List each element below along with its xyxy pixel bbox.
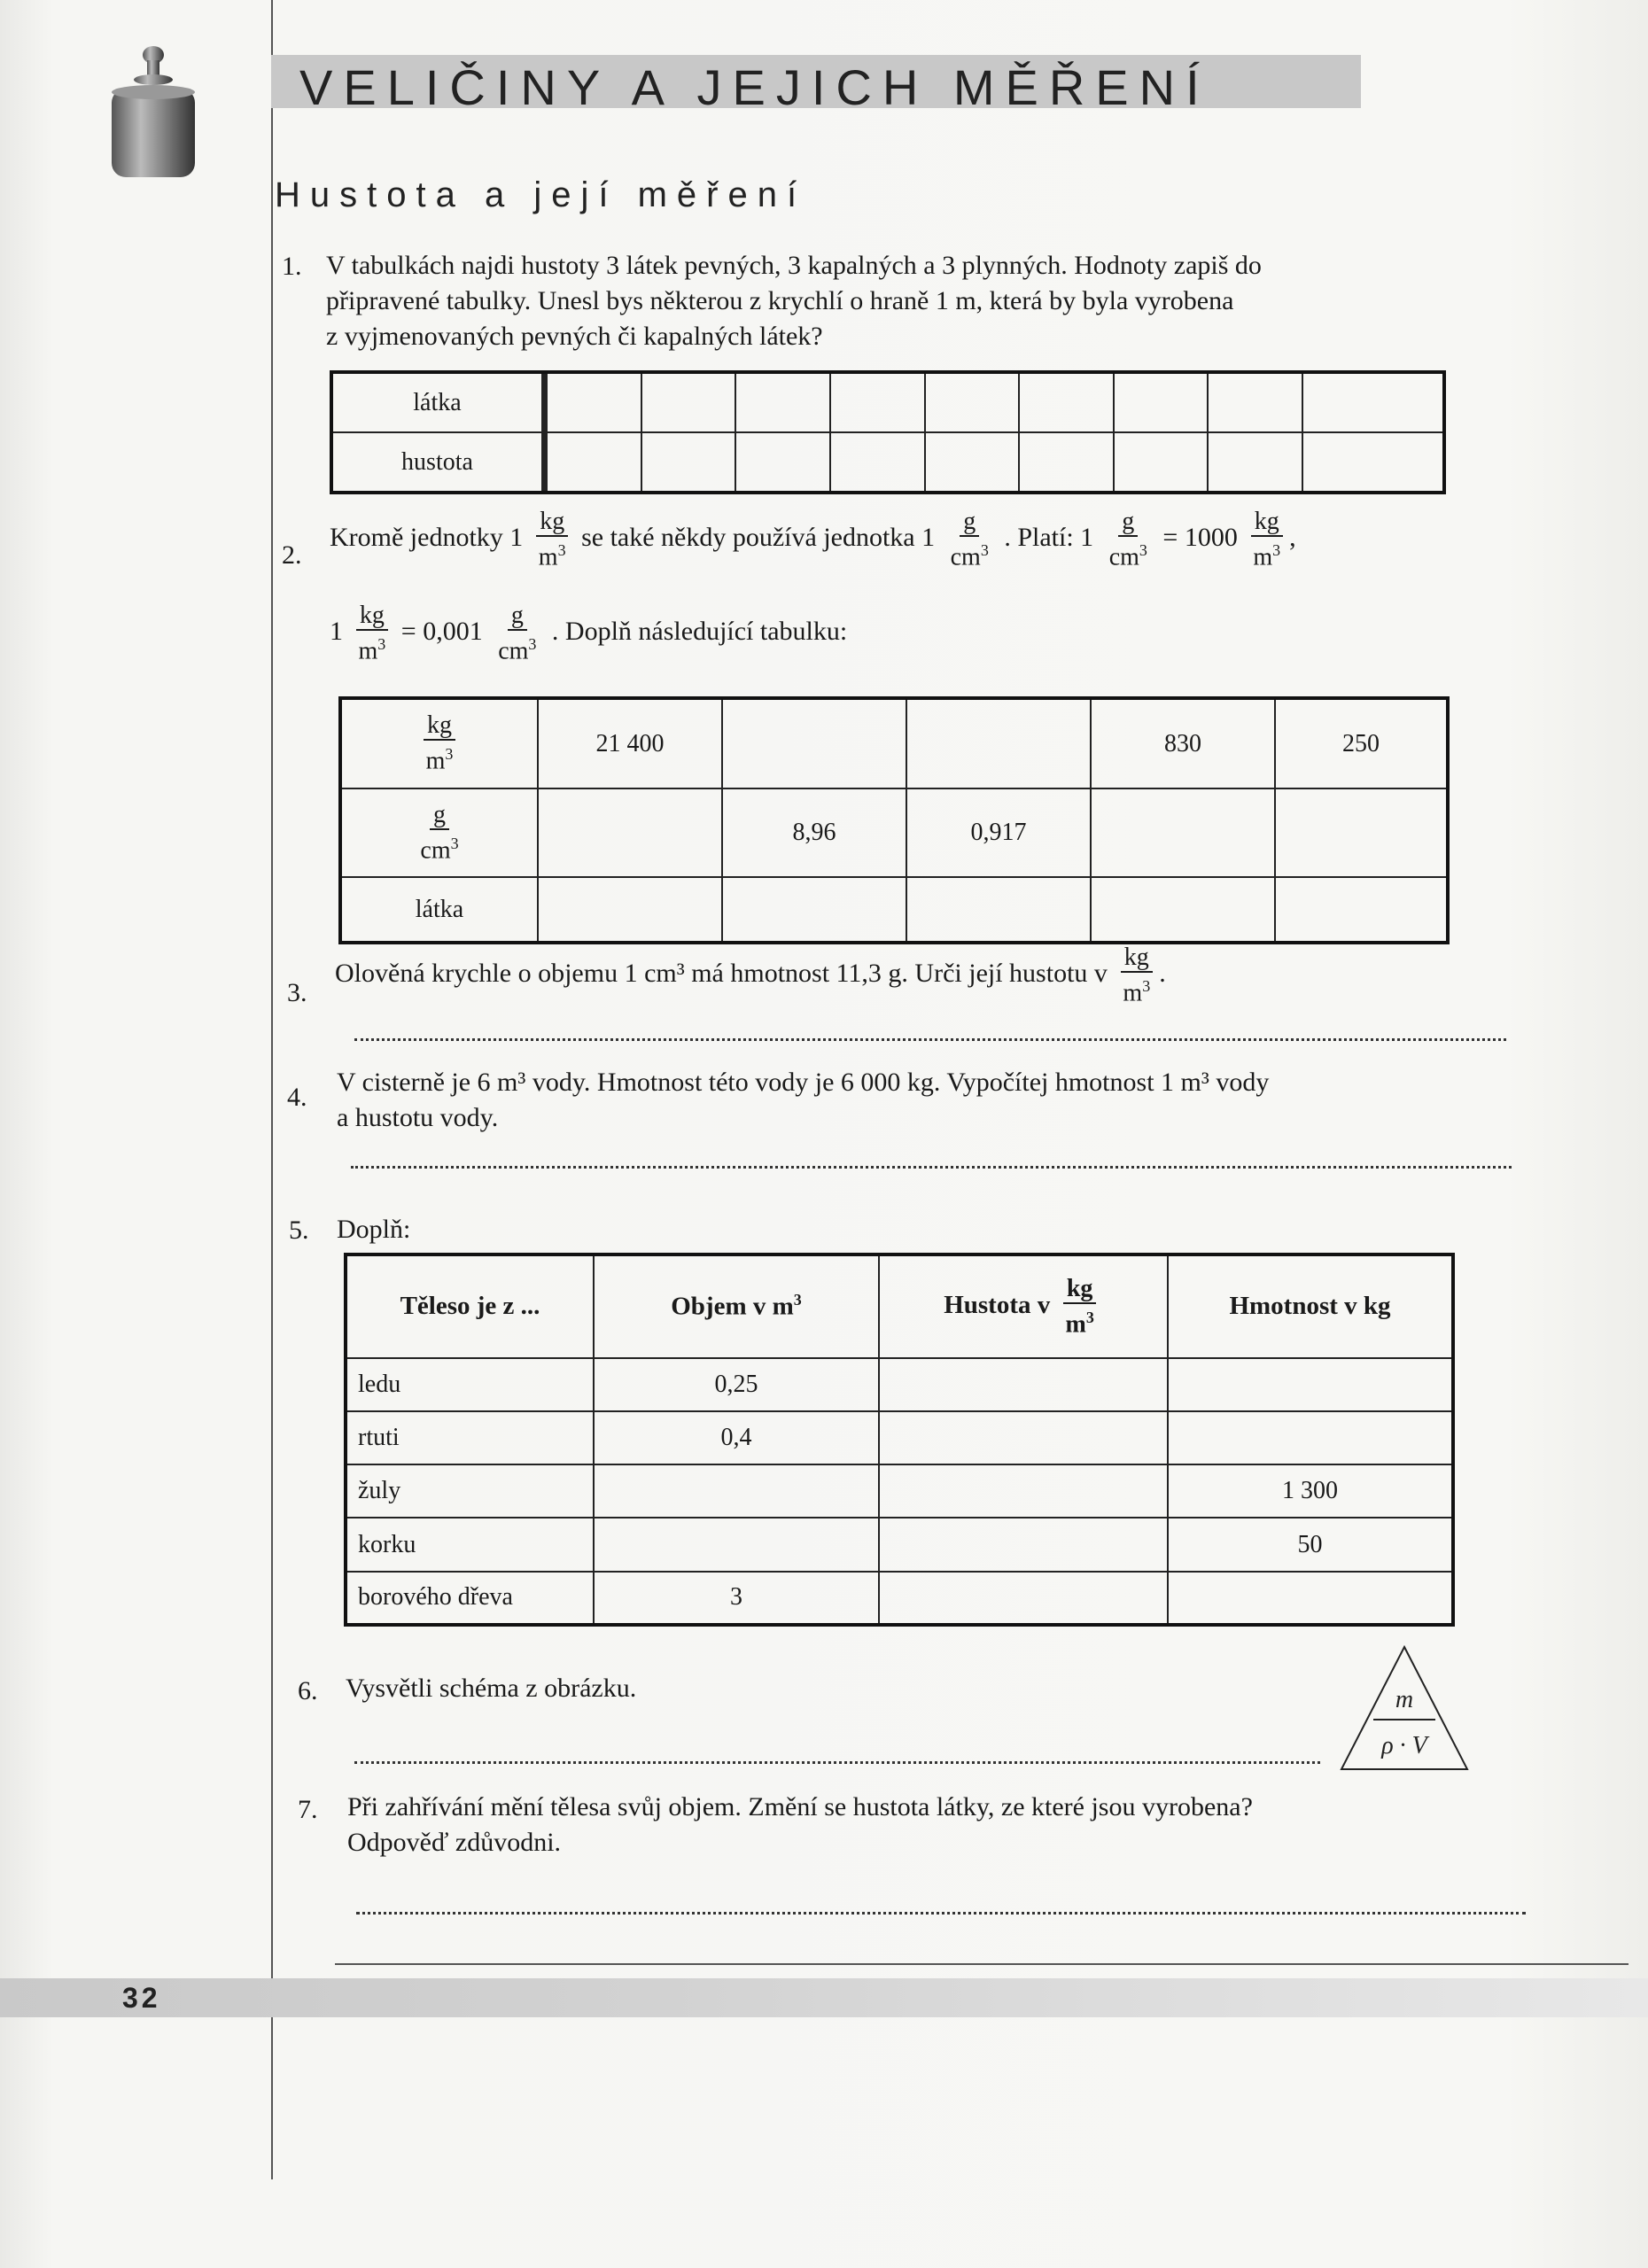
q1-cell[interactable] xyxy=(1019,432,1114,493)
answer-line[interactable] xyxy=(356,1912,1526,1915)
q1-cell[interactable] xyxy=(925,372,1020,432)
unit-kg-per-m3: $\frac{kg}{m^3}$ xyxy=(355,602,390,664)
q7-number: 7. xyxy=(298,1795,318,1824)
unit-kg-per-m3: $\frac{kg}{m^3}$ xyxy=(1119,944,1154,1006)
q1-cell[interactable] xyxy=(641,372,736,432)
q5-cell[interactable] xyxy=(879,1572,1168,1625)
q1-line-2: připravené tabulky. Unesl bys některou z krychlí o hraně 1 m, která by byla vyrobena xyxy=(326,286,1234,315)
q1-cell[interactable] xyxy=(735,372,830,432)
answer-line[interactable] xyxy=(354,1761,1320,1764)
q5-cell[interactable]: 0,4 xyxy=(594,1411,879,1464)
q2-cell[interactable]: 21 400 xyxy=(538,698,722,788)
q5-cell[interactable] xyxy=(879,1464,1168,1518)
q2-cell[interactable] xyxy=(1275,788,1448,877)
q1-text xyxy=(326,248,1262,354)
q2-cell[interactable]: 250 xyxy=(1275,698,1448,788)
q6-text: Vysvětli schéma z obrázku. xyxy=(346,1674,637,1703)
q5-cell[interactable]: 0,25 xyxy=(594,1358,879,1411)
q1-cell[interactable] xyxy=(547,432,641,493)
q5-cell[interactable] xyxy=(879,1358,1168,1411)
unit-g-per-cm3: $\frac{g}{cm^3}$ xyxy=(498,602,537,665)
q1-cell[interactable] xyxy=(735,432,830,493)
q1-cell[interactable] xyxy=(830,432,925,493)
triangle-density-volume-label: ρ · V xyxy=(1381,1732,1427,1759)
q5-cell[interactable] xyxy=(594,1464,879,1518)
q2-row-label-g-cm3: $\frac{g}{cm^3}$ xyxy=(340,788,538,877)
q1-table xyxy=(330,370,1446,494)
answer-line[interactable] xyxy=(351,1166,1512,1169)
weight-icon xyxy=(105,43,202,184)
q1-number: 1. xyxy=(282,252,302,281)
q2-cell[interactable]: 830 xyxy=(1091,698,1275,788)
unit-kg-per-m3: $\frac{kg}{m^3}$ xyxy=(535,509,570,571)
footer-rule xyxy=(335,1963,1629,1965)
q5-header-hustota: Hustota v $\frac{kg}{m^3}$ xyxy=(879,1254,1168,1358)
q2-line-2: 1 $\frac{kg}{m^3}$ = 0,001 $\frac{g}{cm^3}$ . Doplň následující tabulku: xyxy=(330,602,848,665)
q5-cell[interactable]: 50 xyxy=(1168,1518,1453,1571)
q5-cell[interactable] xyxy=(594,1518,879,1571)
q2-cell[interactable] xyxy=(1091,877,1275,943)
q2-line-1: Kromě jednotky 1 $\frac{kg}{m^3}$ se také někdy používá jednotka 1 $\frac{g}{cm^3}$ . Platí: 1 $\frac{g}{cm^3}$ = 1000 $\frac{kg}{m^3}$ , xyxy=(330,508,1296,571)
q2-cell[interactable] xyxy=(538,877,722,943)
unit-g-per-cm3: $\frac{g}{cm^3}$ xyxy=(1108,508,1147,571)
q5-material: korku xyxy=(346,1518,594,1571)
q5-material: borového dřeva xyxy=(346,1572,594,1625)
q1-cell[interactable] xyxy=(925,432,1020,493)
q2-cell[interactable] xyxy=(722,698,906,788)
q2-cell[interactable] xyxy=(906,877,1091,943)
answer-line[interactable] xyxy=(354,1038,1506,1041)
q1-row-label-hustota: hustota xyxy=(331,432,542,493)
q5-cell[interactable] xyxy=(879,1411,1168,1464)
q5-cell[interactable]: 1 300 xyxy=(1168,1464,1453,1518)
q1-cell[interactable] xyxy=(1019,372,1114,432)
q5-cell[interactable]: 3 xyxy=(594,1572,879,1625)
q1-cell[interactable] xyxy=(1302,372,1444,432)
q5-text: Doplň: xyxy=(337,1215,411,1244)
q1-cell[interactable] xyxy=(1208,372,1302,432)
q1-cell[interactable] xyxy=(547,372,641,432)
density-triangle-diagram xyxy=(1338,1643,1471,1776)
q5-number: 5. xyxy=(289,1216,309,1245)
q5-header-teleso: Těleso je z ... xyxy=(346,1254,594,1358)
margin-line xyxy=(271,0,273,2179)
section-subtitle: Hustota a její měření xyxy=(275,175,807,214)
q1-cell[interactable] xyxy=(641,432,736,493)
q7-line-1: Při zahřívání mění tělesa svůj objem. Změní se hustota látky, ze které jsou vyrobena? xyxy=(347,1792,1253,1821)
q5-material: žuly xyxy=(346,1464,594,1518)
q5-cell[interactable] xyxy=(1168,1358,1453,1411)
q3-text: Olověná krychle o objemu 1 cm³ má hmotnost 11,3 g. Urči její hustotu v $\frac{kg}{m^3}$ . xyxy=(335,944,1166,1007)
q2-cell[interactable] xyxy=(906,698,1091,788)
q2-number: 2. xyxy=(282,540,302,570)
q7-text xyxy=(347,1790,1253,1860)
q2-cell[interactable] xyxy=(1091,788,1275,877)
q4-line-2: a hustotu vody. xyxy=(337,1103,499,1132)
q2-cell[interactable]: 0,917 xyxy=(906,788,1091,877)
unit-kg-per-m3: $\frac{kg}{m^3}$ xyxy=(1249,509,1284,571)
q2-cell[interactable] xyxy=(722,877,906,943)
triangle-mass-label: m xyxy=(1395,1686,1414,1713)
q1-cell[interactable] xyxy=(1114,372,1209,432)
q1-cell[interactable] xyxy=(830,372,925,432)
page-number: 32 xyxy=(122,1982,161,2014)
q7-line-2: Odpověď zdůvodni. xyxy=(347,1828,562,1857)
q1-cell[interactable] xyxy=(1208,432,1302,493)
q2-row-label-latka: látka xyxy=(340,877,538,943)
q2-cell[interactable] xyxy=(1275,877,1448,943)
q5-header-objem: Objem v $m^3$ xyxy=(594,1254,879,1358)
q2-table xyxy=(338,696,1450,944)
q5-material: rtuti xyxy=(346,1411,594,1464)
q1-line-1: V tabulkách najdi hustoty 3 látek pevných, 3 kapalných a 3 plynných. Hodnoty zapiš do xyxy=(326,251,1262,280)
q3-number: 3. xyxy=(287,978,307,1007)
q5-material: ledu xyxy=(346,1358,594,1411)
q5-cell[interactable] xyxy=(1168,1572,1453,1625)
q2-cell[interactable] xyxy=(538,788,722,877)
q4-number: 4. xyxy=(287,1083,307,1112)
q5-table xyxy=(344,1253,1455,1627)
q2-row-label-kg-m3: $\frac{kg}{m^3}$ xyxy=(340,698,538,788)
unit-g-per-cm3: $\frac{g}{cm^3}$ xyxy=(950,508,989,571)
q4-text xyxy=(337,1065,1269,1136)
q1-line-3: z vyjmenovaných pevných či kapalných látek? xyxy=(326,322,823,351)
q5-cell[interactable] xyxy=(879,1518,1168,1571)
q5-cell[interactable] xyxy=(1168,1411,1453,1464)
q1-row-label-latka: látka xyxy=(331,372,542,432)
q5-header-hmotnost: Hmotnost v kg xyxy=(1168,1254,1453,1358)
page-title: VELIČINY A JEJICH MĚŘENÍ xyxy=(299,59,1210,115)
footer-bar xyxy=(0,1978,1648,2017)
q4-line-1: V cisterně je 6 m³ vody. Hmotnost této vody je 6 000 kg. Vypočítej hmotnost 1 m³ vody xyxy=(337,1068,1270,1097)
q6-number: 6. xyxy=(298,1676,318,1705)
q2-cell[interactable]: 8,96 xyxy=(722,788,906,877)
q1-cell[interactable] xyxy=(1114,432,1209,493)
q1-cell[interactable] xyxy=(1302,432,1444,493)
